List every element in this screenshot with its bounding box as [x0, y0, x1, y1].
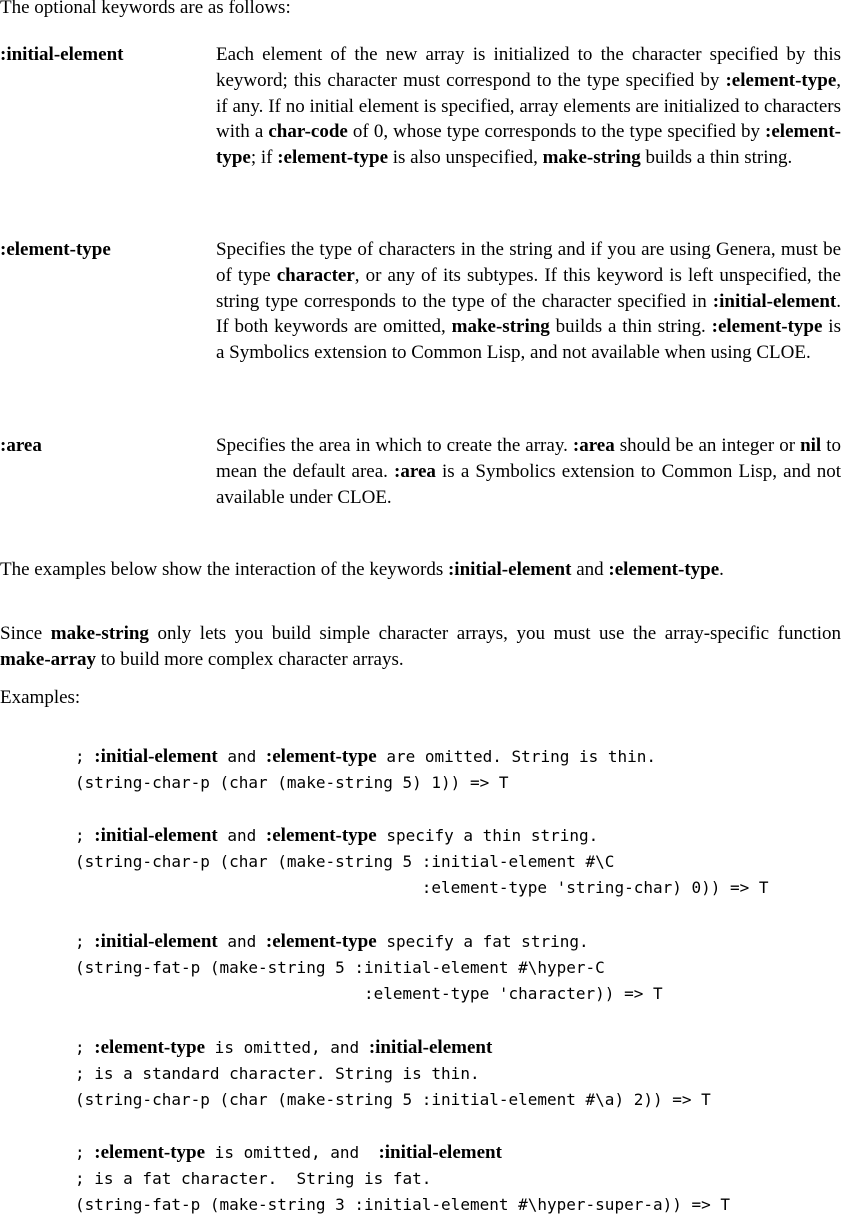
bold-term: :initial-element — [94, 746, 218, 767]
bold-term: :element-type — [216, 121, 841, 169]
bold-term: :initial-element — [447, 559, 572, 580]
bold-term: char-code — [268, 121, 348, 143]
bold-term: :initial-element — [94, 825, 218, 846]
bold-term: :element-type — [265, 746, 377, 767]
bold-term: nil — [800, 435, 822, 456]
examples-intro-paragraph: The examples below show the interaction of the keywords :initial-element and :element-type. — [0, 559, 724, 580]
keyword-term: :element-type — [0, 239, 111, 260]
bold-term: :element-type — [265, 931, 377, 952]
bold-term: :initial-element — [368, 1037, 493, 1058]
examples-label: Examples: — [0, 687, 81, 708]
bold-term: :element-type — [265, 825, 377, 846]
keyword-term: :area — [0, 435, 42, 456]
bold-term: :initial-element — [378, 1142, 502, 1163]
bold-term: :area — [394, 460, 436, 482]
code-example-2 — [75, 823, 841, 901]
code-example-4 — [75, 1035, 841, 1113]
bold-term: :element-type — [94, 1142, 206, 1163]
bold-term: :element-type — [608, 559, 720, 580]
bold-term: character — [276, 264, 355, 286]
bold-term: :initial-element — [94, 931, 218, 952]
code-line: (string-fat-p (make-string 3 :initial-element #\hyper-super-a)) => T — [75, 1195, 731, 1214]
code-line: ; is a fat character. String is fat. — [75, 1169, 432, 1188]
keyword-definition: Specifies the type of characters in the string and if you are using Genera, must be of type character, or any of its subtypes. If this keyword is left unspecified, the string type corresponds to the type of the character specified in :initial-element. If both keywords are omitted, make-string builds a thin string. :element-type is a Symbolics extension to Common Lisp, and not available when using CLOE. — [216, 239, 841, 364]
code-example-1 — [75, 744, 841, 796]
keyword-definition: Each element of the new array is initialized to the character specified by this keyword; this character must correspond to the type specified by :element-type, if any. If no initial element is specified, array elements are initialized to characters with a char-code of 0, whose type corresponds to the type specified by :element-type; if :element-type is also unspecified, make-string builds a thin string. — [216, 44, 841, 169]
code-line: ; :initial-element and :element-type are omitted. String is thin. — [75, 746, 657, 767]
bold-term: :element-type — [277, 147, 388, 169]
bold-term: :area — [572, 435, 615, 456]
code-line: (string-char-p (char (make-string 5 :initial-element #\C — [75, 852, 615, 871]
keyword-term: :initial-element — [0, 44, 124, 65]
code-line: ; :element-type is omitted, and :initial-element — [75, 1142, 502, 1163]
bold-term: :element-type — [94, 1037, 206, 1058]
keywords-intro: The optional keywords are as follows: — [0, 0, 291, 18]
code-example-3 — [75, 929, 841, 1007]
bold-term: :element-type — [711, 316, 823, 338]
code-line: ; :element-type is omitted, and :initial-element — [75, 1037, 493, 1058]
keyword-definition: Specifies the area in which to create the array. :area should be an integer or nil to mean the default area. :area is a Symbolics extension to Common Lisp, and not available under CLOE. — [216, 435, 841, 508]
bold-term: make-string — [451, 316, 550, 338]
code-example-5 — [75, 1140, 841, 1218]
code-line: (string-char-p (char (make-string 5 :initial-element #\a) 2)) => T — [75, 1090, 711, 1109]
code-line: :element-type 'character)) => T — [75, 984, 663, 1003]
code-line: ; is a standard character. String is thin. — [75, 1064, 480, 1083]
code-line: ; :initial-element and :element-type specify a fat string. — [75, 931, 589, 952]
bold-term: make-string — [542, 147, 641, 169]
make-array-paragraph: Since make-string only lets you build simple character arrays, you must use the array-specific function make-array to build more complex character arrays. — [0, 623, 841, 670]
bold-term: :element-type — [725, 69, 837, 91]
code-line: (string-fat-p (make-string 5 :initial-element #\hyper-C — [75, 958, 605, 977]
bold-term: :initial-element — [712, 290, 837, 312]
code-line: ; :initial-element and :element-type specify a thin string. — [75, 825, 599, 846]
code-line: (string-char-p (char (make-string 5) 1)) => T — [75, 773, 509, 792]
bold-term: make-string — [50, 623, 149, 644]
bold-term: make-array — [0, 648, 97, 670]
code-line: :element-type 'string-char) 0)) => T — [75, 878, 769, 897]
